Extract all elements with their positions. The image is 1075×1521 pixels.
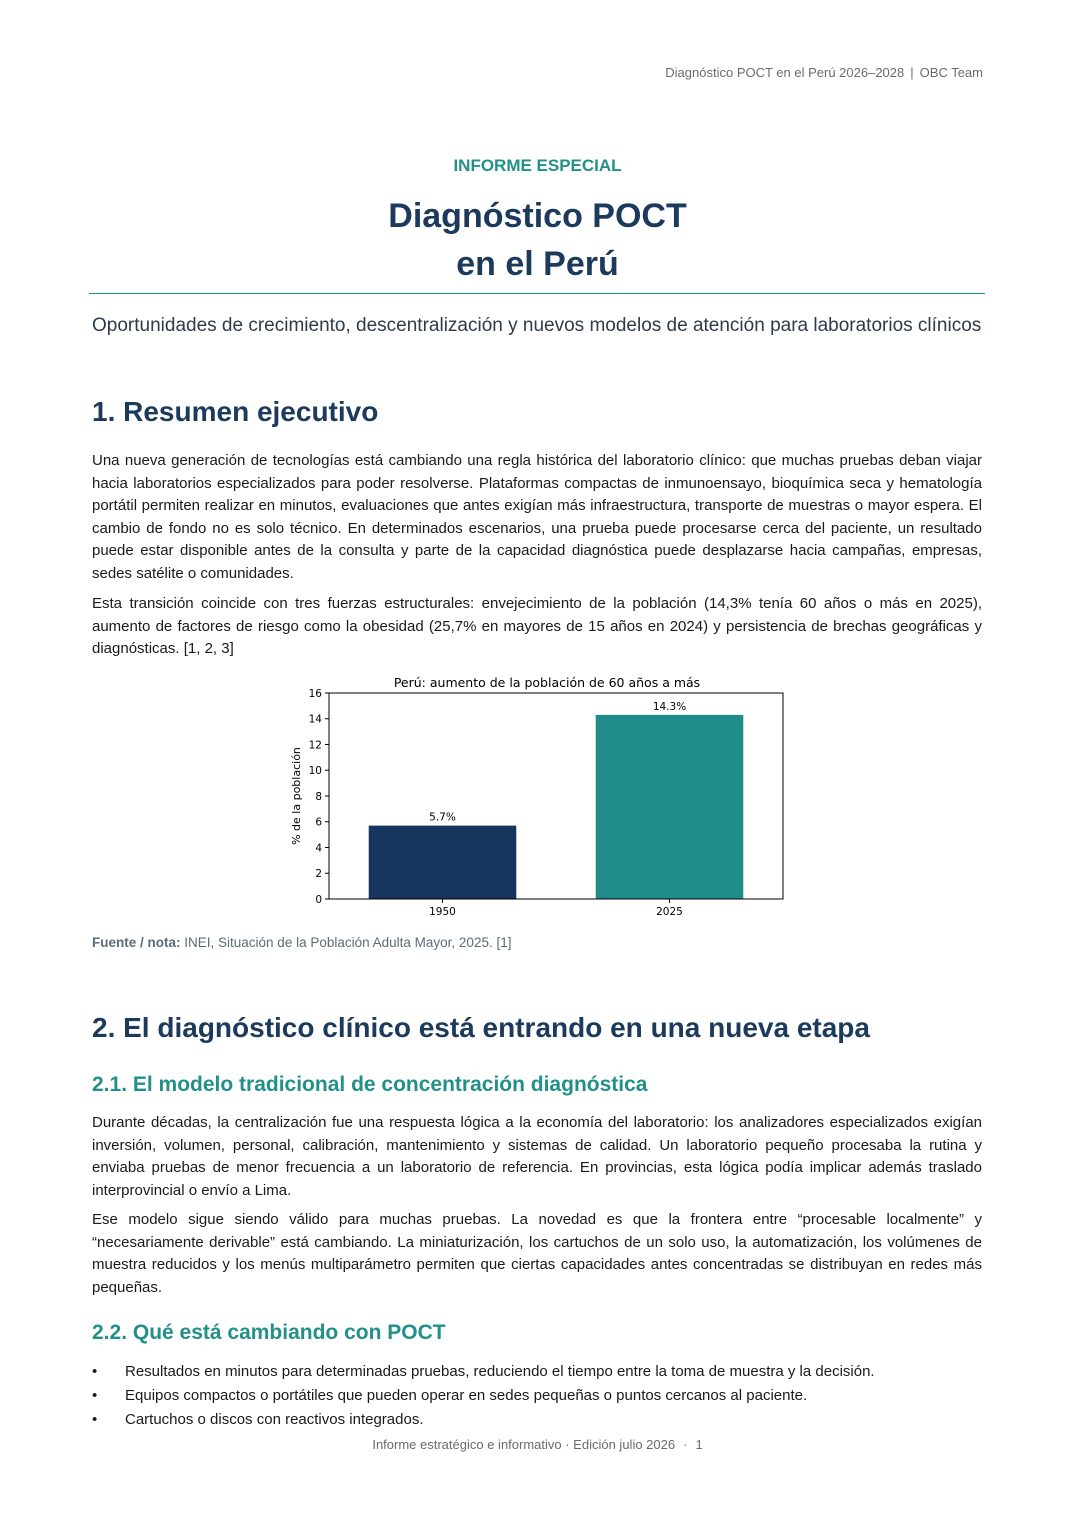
running-header-separator: | <box>910 65 914 80</box>
section-2-1-heading: 2.1. El modelo tradicional de concentración diagnóstica <box>92 1073 648 1096</box>
y-tick-label: 14 <box>308 713 322 726</box>
chart-x-ticks <box>429 899 683 918</box>
title-divider <box>89 293 985 294</box>
section-2-heading: 2. El diagnóstico clínico está entrando en una nueva etapa <box>92 1012 870 1043</box>
section-1-paragraph-1: Una nueva generación de tecnologías está cambiando una regla histórica del laboratorio clínico: que muchas pruebas deban viajar hacia laboratorios especializados para poder resolverse. Plataformas compactas de inmunoensayo, bioquímica seca y hematología portátil permiten realizar en minutos, evaluaciones que antes exigían más infraestructura, transporte de muestras o mayor espera. El cambio de fondo no es solo técnico. En determinados escenarios, una prueba puede procesarse cerca del paciente, un resultado puede estar disponible antes de la consulta y parte de la capacidad diagnóstica puede desplazarse hacia campañas, empresas, sedes satélite o comunidades. <box>92 452 982 582</box>
running-header <box>665 65 983 80</box>
bar-data-label: 14.3% <box>652 700 687 713</box>
poct-changes-list <box>92 1360 982 1432</box>
report-subtitle: Oportunidades de crecimiento, descentralización y nuevos modelos de atención para laboratorios clínicos <box>92 315 982 336</box>
chart-caption <box>92 935 511 950</box>
x-tick-label: 2025 <box>656 906 683 918</box>
y-tick-label: 0 <box>315 893 322 906</box>
running-header-title: Diagnóstico POCT en el Perú 2026–2028 <box>665 65 905 80</box>
report-title-line2: en el Perú <box>456 245 619 283</box>
section-2-1-paragraph-2: Ese modelo sigue siendo válido para muchas pruebas. La novedad es que la frontera entre “procesable localmente” y “necesariamente derivable” está cambiando. La miniaturización, los cartuchos de un solo uso, la automatización, los volúmenes de muestra reducidos y los menús multiparámetro permiten que ciertas capacidades antes concentradas se distribuyan en redes más pequeñas. <box>92 1211 982 1296</box>
page-number: 1 <box>695 1437 703 1452</box>
report-title-line1: Diagnóstico POCT <box>388 197 687 235</box>
list-item: • Cartuchos o discos con reactivos integrados. <box>92 1408 982 1432</box>
bar-1950 <box>369 826 517 899</box>
x-tick-label: 1950 <box>429 906 456 918</box>
chart-bars <box>369 701 744 899</box>
list-item: • Resultados en minutos para determinadas pruebas, reduciendo el tiempo entre la toma de muestra y la decisión. <box>92 1360 982 1384</box>
population-chart-svg <box>270 670 800 920</box>
page-footer <box>0 1437 1075 1452</box>
y-tick-label: 4 <box>315 842 322 855</box>
y-tick-label: 2 <box>315 868 322 881</box>
footer-text: Informe estratégico e informativo · Edición julio 2026 <box>372 1437 676 1452</box>
caption-label: Fuente / nota: <box>92 935 181 950</box>
y-tick-label: 8 <box>315 790 322 803</box>
y-tick-label: 16 <box>308 687 322 700</box>
running-header-author: OBC Team <box>919 65 983 80</box>
footer-separator: · <box>683 1437 688 1452</box>
section-2-1-paragraph-1: Durante décadas, la centralización fue una respuesta lógica a la economía del laboratorio: los analizadores especializados exigían inversión, volumen, personal, calibración, mantenimiento y sistemas de calidad. Un laboratorio pequeño procesaba la rutina y enviaba pruebas de menor frecuencia a un laboratorio de referencia. En provincias, esta lógica podía implicar además traslado interprovincial o envío a Lima. <box>92 1114 982 1199</box>
chart-title: Perú: aumento de la población de 60 años a más <box>393 675 701 690</box>
chart-y-axis-label: % de la población <box>290 747 303 845</box>
caption-text: INEI, Situación de la Población Adulta Mayor, 2025. [1] <box>184 935 512 950</box>
section-1-paragraph-2: Esta transición coincide con tres fuerzas estructurales: envejecimiento de la población (14,3% tenía 60 años o más en 2025), aumento de factores de riesgo como la obesidad (25,7% en mayores de 15 años en 2024) y persistencia de brechas geográficas y diagnósticas. [1, 2, 3] <box>92 595 982 658</box>
bar-2025 <box>596 715 744 899</box>
y-tick-label: 6 <box>315 816 322 829</box>
chart-y-ticks <box>309 688 329 906</box>
section-1-heading: 1. Resumen ejecutivo <box>92 396 379 427</box>
report-title <box>0 192 1075 288</box>
report-kicker: INFORME ESPECIAL <box>453 156 622 175</box>
y-tick-label: 12 <box>308 739 322 752</box>
bar-data-label: 5.7% <box>429 811 456 824</box>
population-chart <box>270 670 800 920</box>
section-2-2-heading: 2.2. Qué está cambiando con POCT <box>92 1321 446 1344</box>
list-item: • Equipos compactos o portátiles que pueden operar en sedes pequeñas o puntos cercanos al paciente. <box>92 1384 982 1408</box>
y-tick-label: 10 <box>308 765 322 778</box>
